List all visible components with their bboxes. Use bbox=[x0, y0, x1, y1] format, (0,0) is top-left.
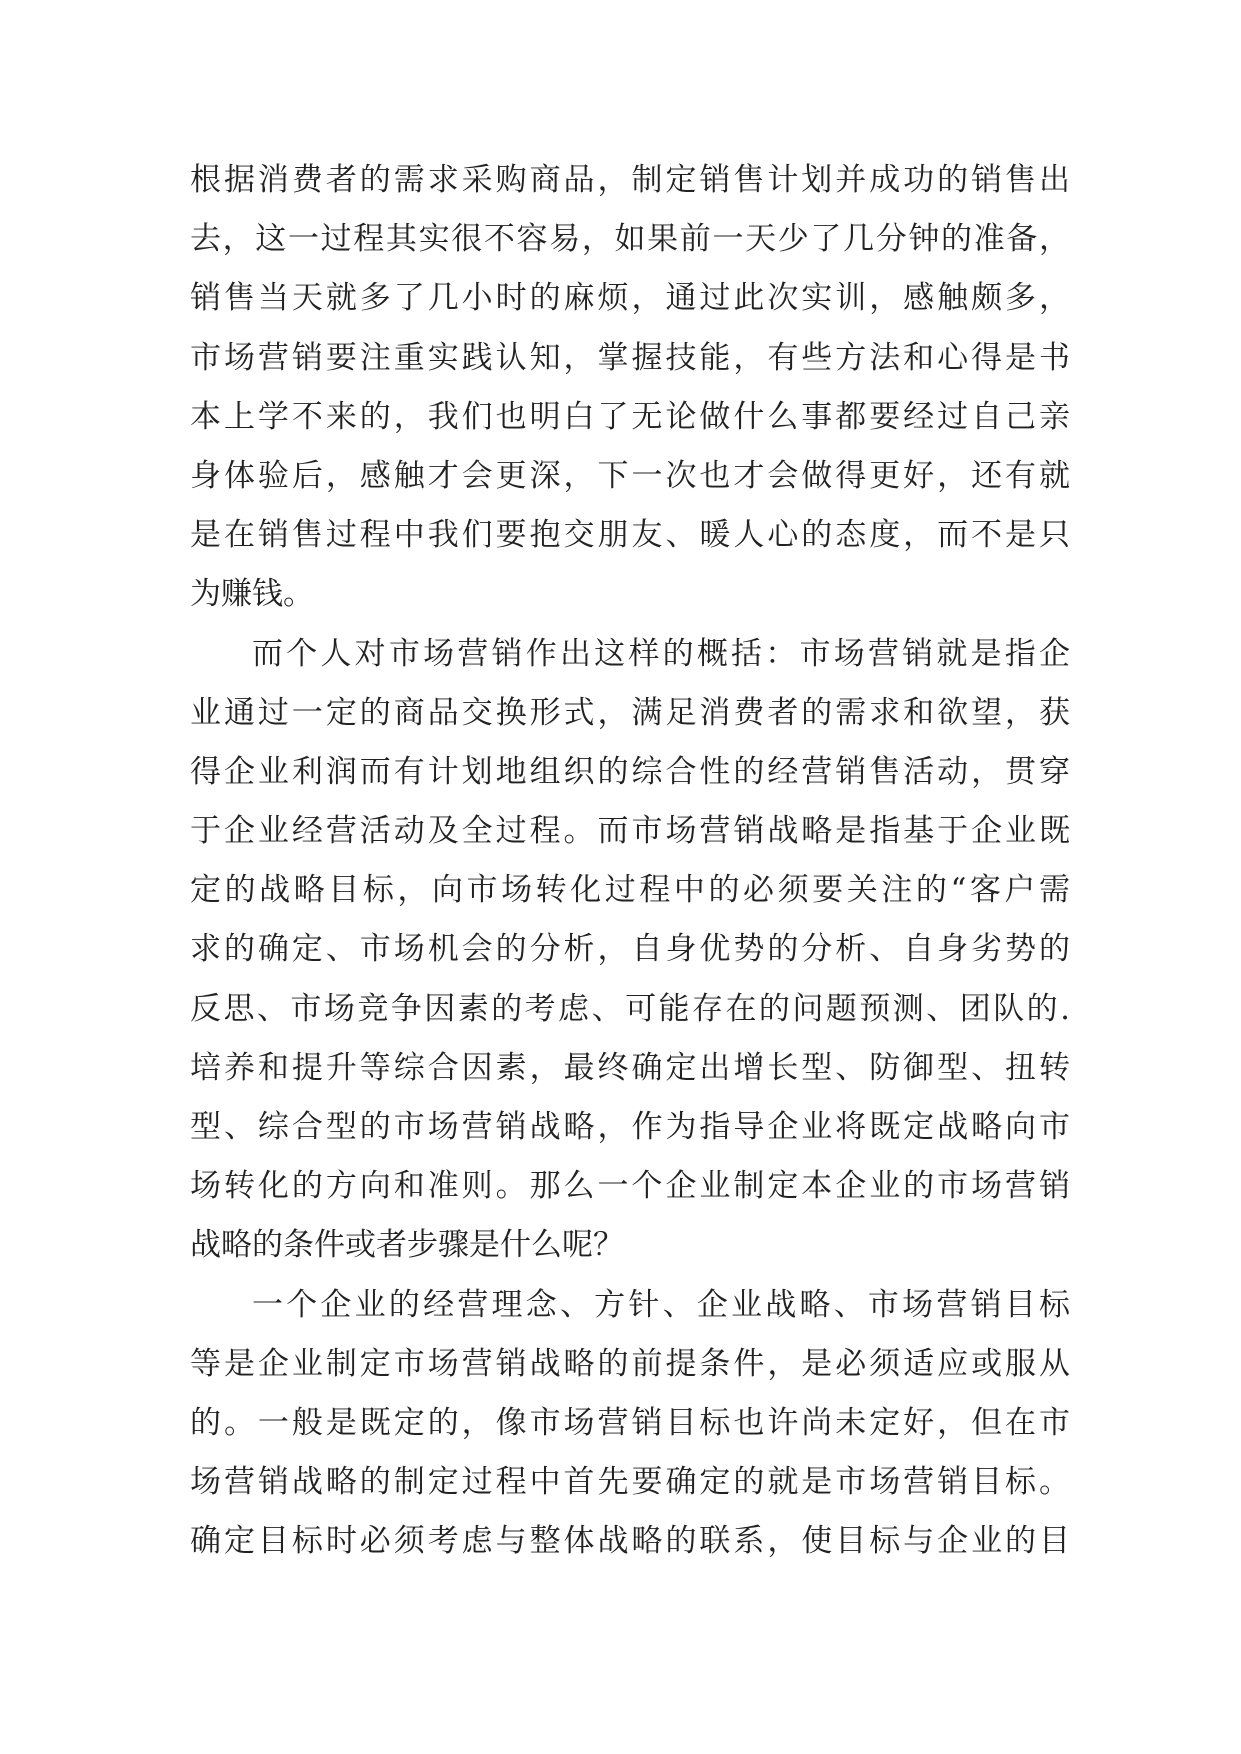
text-line: 定的战略目标，向市场转化过程中的必须要关注的“客户需 bbox=[190, 872, 1070, 909]
text-line: 根据消费者的需求采购商品，制定销售计划并成功的销售出 bbox=[190, 162, 1070, 198]
text-line: 的。一般是既定的，像市场营销目标也许尚未定好，但在市 bbox=[190, 1404, 1070, 1441]
text-line: 反思、市场竞争因素的考虑、可能存在的问题预测、团队的. bbox=[190, 990, 1070, 1027]
text-line: 确定目标时必须考虑与整体战略的联系，使目标与企业的目 bbox=[190, 1523, 1070, 1560]
text-line: 等是企业制定市场营销战略的前提条件，是必须适应或服从 bbox=[190, 1345, 1070, 1382]
paragraph-first-line: 而个人对市场营销作出这样的概括：市场营销就是指企 bbox=[252, 635, 1070, 672]
body-text bbox=[190, 151, 1070, 1572]
text-line: 去，这一过程其实很不容易，如果前一天少了几分钟的准备， bbox=[190, 221, 1070, 258]
text-line: 场转化的方向和准则。那么一个企业制定本企业的市场营销 bbox=[190, 1168, 1070, 1205]
text-line: 销售当天就多了几小时的麻烦，通过此次实训，感触颇多， bbox=[190, 280, 1070, 317]
text-line: 业通过一定的商品交换形式，满足消费者的需求和欲望，获 bbox=[190, 694, 1070, 731]
text-line: 型、综合型的市场营销战略，作为指导企业将既定战略向市 bbox=[190, 1109, 1070, 1145]
text-line: 市场营销要注重实践认知，掌握技能，有些方法和心得是书 bbox=[190, 339, 1070, 376]
text-line: 培养和提升等综合因素，最终确定出增长型、防御型、扭转 bbox=[190, 1049, 1070, 1086]
paragraph-first-line: 一个企业的经营理念、方针、企业战略、市场营销目标 bbox=[252, 1286, 1070, 1323]
text-line: 场营销战略的制定过程中首先要确定的就是市场营销目标。 bbox=[190, 1464, 1070, 1501]
text-line: 本上学不来的，我们也明白了无论做什么事都要经过自己亲 bbox=[190, 398, 1070, 435]
text-line: 是在销售过程中我们要抱交朋友、暖人心的态度，而不是只 bbox=[190, 517, 1070, 554]
text-line: 得企业利润而有计划地组织的综合性的经营销售活动，贯穿 bbox=[190, 753, 1070, 790]
text-line: 战略的条件或者步骤是什么呢？ bbox=[190, 1227, 624, 1264]
text-line: 身体验后，感触才会更深，下一次也才会做得更好，还有就 bbox=[190, 457, 1070, 494]
text-line: 为赚钱。 bbox=[190, 576, 314, 613]
text-line: 于企业经营活动及全过程。而市场营销战略是指基于企业既 bbox=[190, 813, 1070, 850]
text-line: 求的确定、市场机会的分析，自身优势的分析、自身劣势的 bbox=[190, 931, 1070, 968]
